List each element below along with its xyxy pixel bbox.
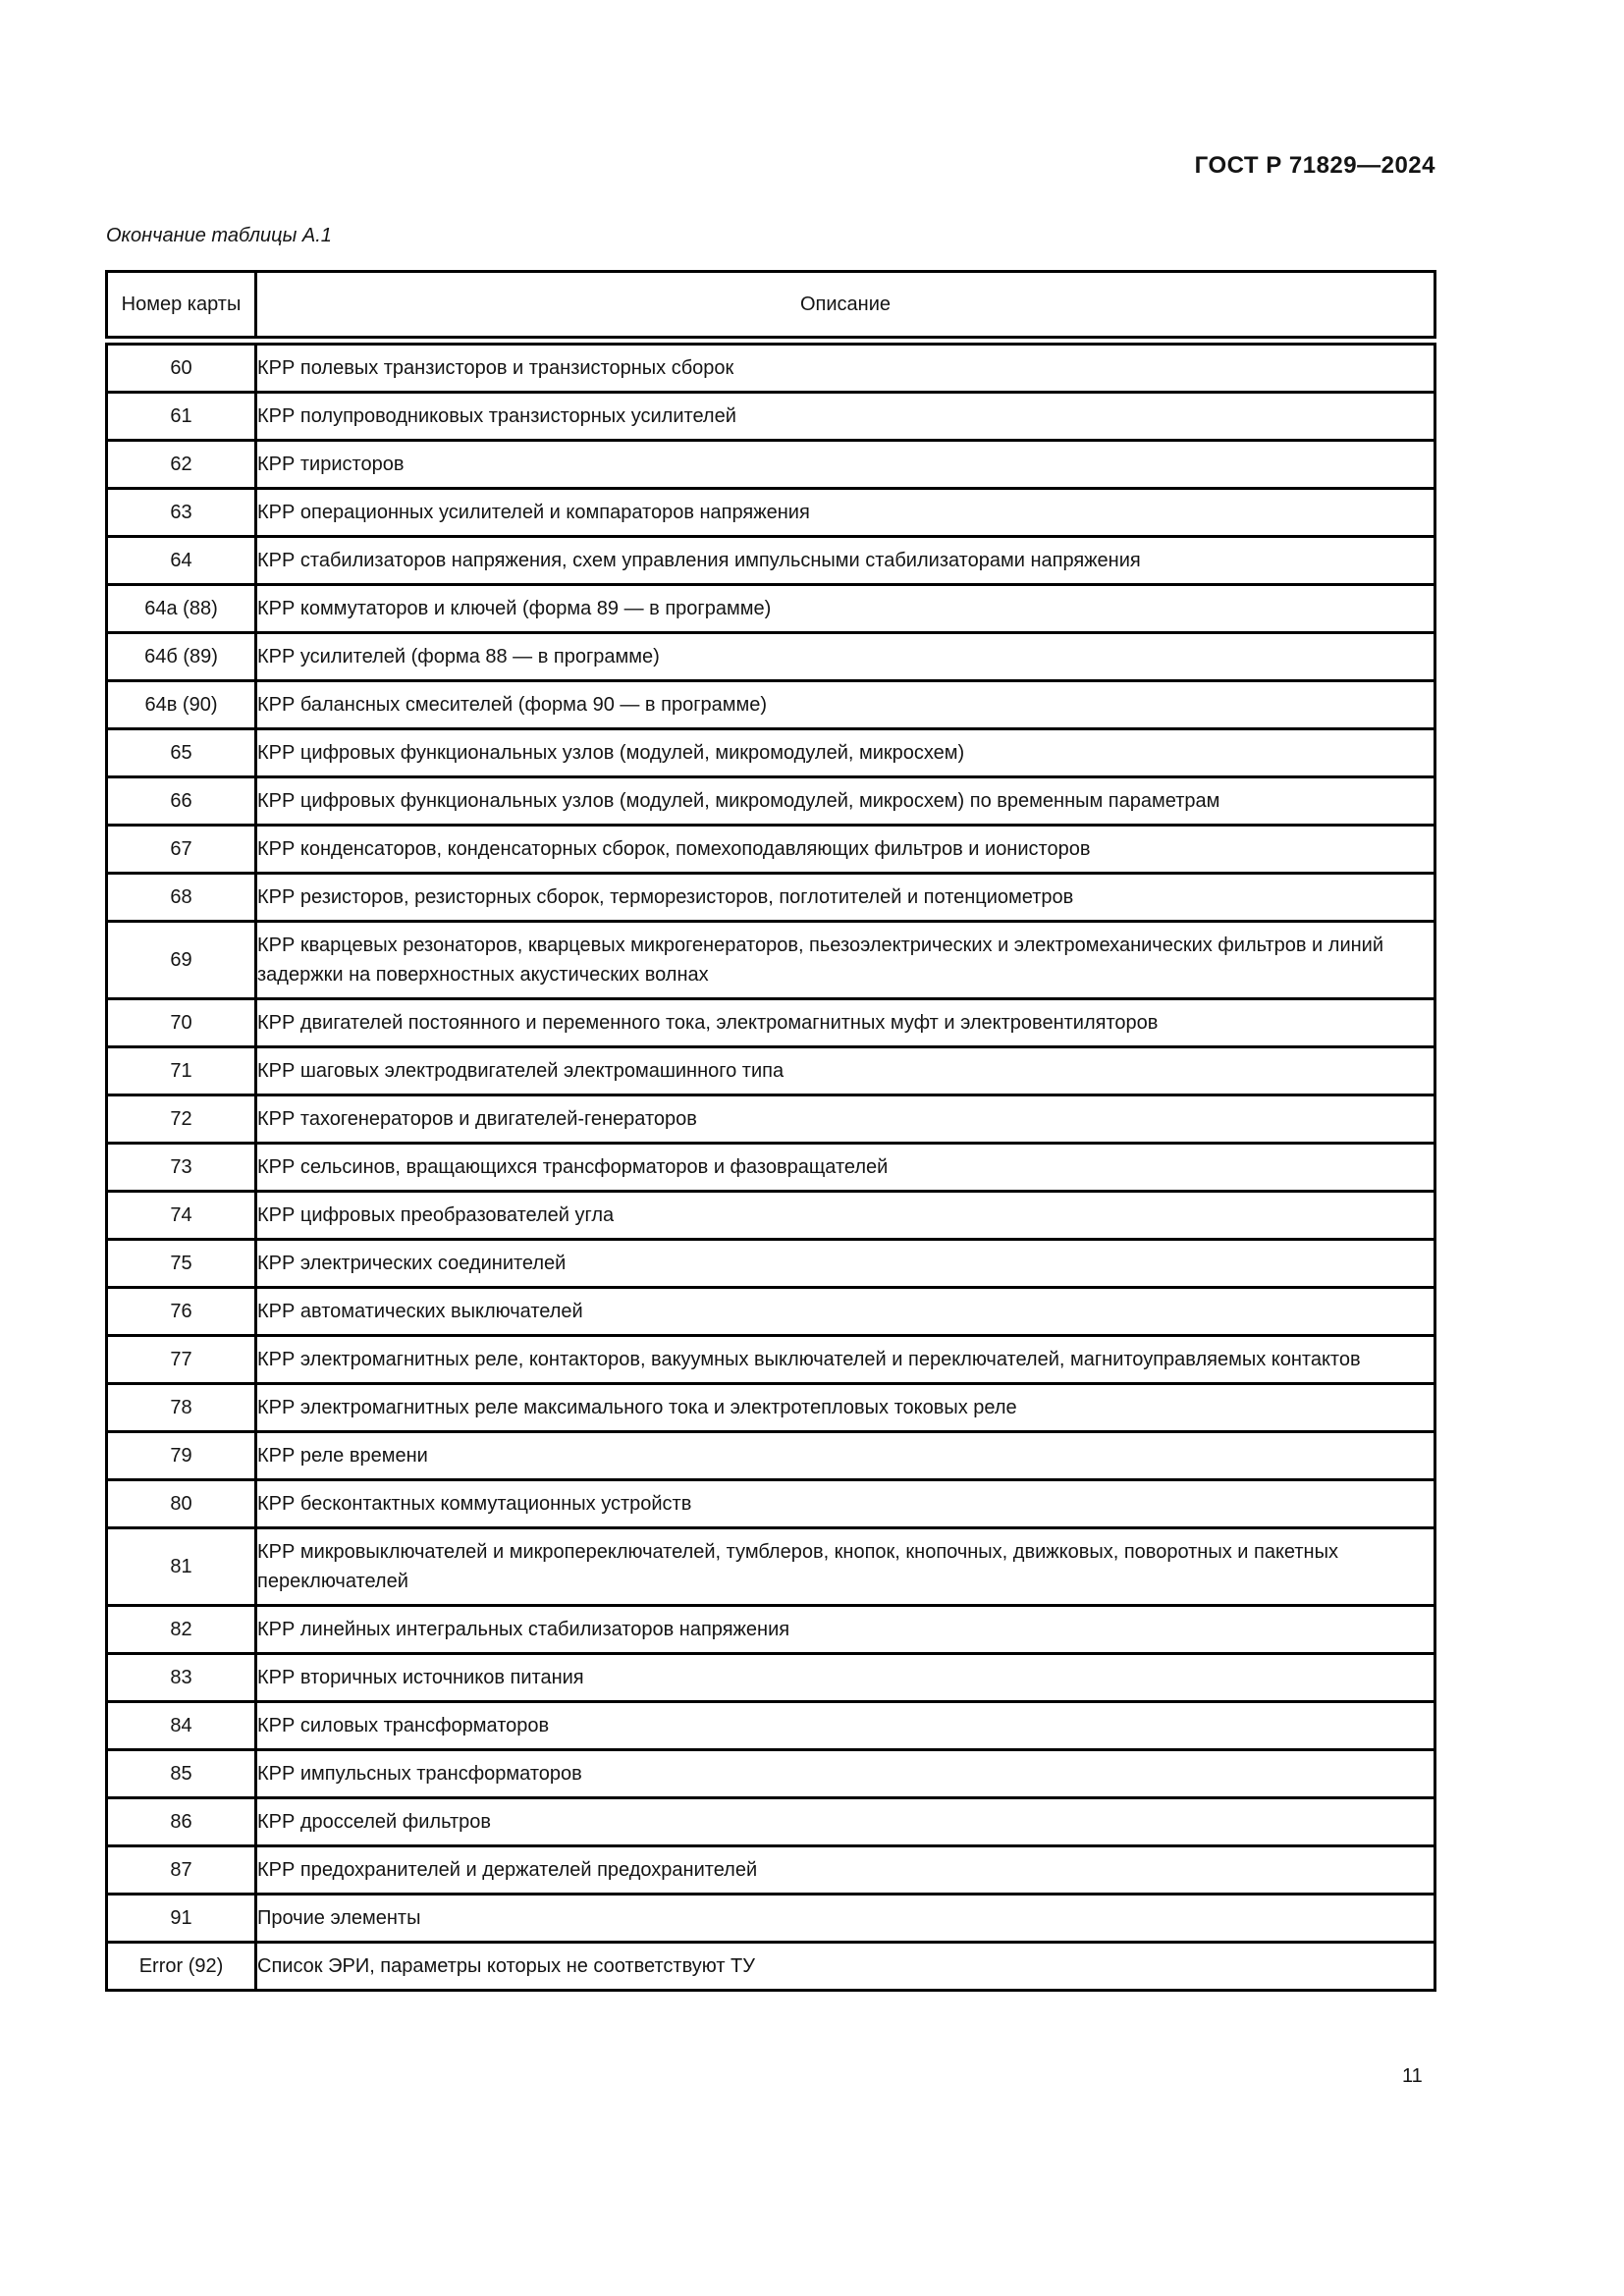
description-cell: КРР тиристоров — [256, 440, 1435, 488]
table-row — [107, 1749, 1435, 1797]
table-caption: Окончание таблицы А.1 — [106, 225, 332, 246]
card-number-cell: 64а (88) — [107, 584, 256, 632]
card-number-cell: 85 — [107, 1749, 256, 1797]
card-number-cell: 75 — [107, 1239, 256, 1287]
card-number-cell: 82 — [107, 1605, 256, 1653]
table-row — [107, 488, 1435, 536]
card-number-cell: 81 — [107, 1527, 256, 1605]
card-number-cell: 64б (89) — [107, 632, 256, 680]
card-number-cell: 67 — [107, 825, 256, 873]
card-number-cell: 78 — [107, 1383, 256, 1431]
card-number-cell: 76 — [107, 1287, 256, 1335]
table-row — [107, 680, 1435, 728]
card-number-cell: 65 — [107, 728, 256, 776]
description-cell: КРР стабилизаторов напряжения, схем управления импульсными стабилизаторами напряжения — [256, 536, 1435, 584]
table-row — [107, 1046, 1435, 1095]
description-cell: Прочие элементы — [256, 1894, 1435, 1942]
description-cell: КРР электромагнитных реле, контакторов, вакуумных выключателей и переключателей, магнитоуправляемых контактов — [256, 1335, 1435, 1383]
description-cell: КРР предохранителей и держателей предохранителей — [256, 1845, 1435, 1894]
card-number-cell: 61 — [107, 392, 256, 440]
description-cell: КРР микровыключателей и микропереключателей, тумблеров, кнопок, кнопочных, движковых, поворотных и пакетных переключателей — [256, 1527, 1435, 1605]
card-number-cell: 79 — [107, 1431, 256, 1479]
card-number-cell: 87 — [107, 1845, 256, 1894]
table-row — [107, 341, 1435, 393]
table-row — [107, 1605, 1435, 1653]
table-row — [107, 1845, 1435, 1894]
card-number-cell: 63 — [107, 488, 256, 536]
description-cell: КРР вторичных источников питания — [256, 1653, 1435, 1701]
table-row — [107, 1335, 1435, 1383]
table-row — [107, 1095, 1435, 1143]
card-number-cell: 69 — [107, 921, 256, 998]
description-cell: КРР автоматических выключателей — [256, 1287, 1435, 1335]
description-cell: КРР балансных смесителей (форма 90 — в программе) — [256, 680, 1435, 728]
description-cell: КРР электрических соединителей — [256, 1239, 1435, 1287]
card-number-cell: 84 — [107, 1701, 256, 1749]
card-table — [105, 270, 1436, 1992]
description-cell: КРР коммутаторов и ключей (форма 89 — в программе) — [256, 584, 1435, 632]
doc-code: ГОСТ Р 71829—2024 — [1194, 152, 1435, 179]
description-cell: КРР усилителей (форма 88 — в программе) — [256, 632, 1435, 680]
description-cell: КРР сельсинов, вращающихся трансформаторов и фазовращателей — [256, 1143, 1435, 1191]
description-cell: КРР цифровых преобразователей угла — [256, 1191, 1435, 1239]
table-row — [107, 1942, 1435, 1990]
table-row — [107, 921, 1435, 998]
table-row — [107, 1383, 1435, 1431]
description-cell: КРР реле времени — [256, 1431, 1435, 1479]
description-cell: КРР кварцевых резонаторов, кварцевых микрогенераторов, пьезоэлектрических и электромеханических фильтров и линий задержки на поверхностных акустических волнах — [256, 921, 1435, 998]
card-number-cell: 68 — [107, 873, 256, 921]
description-cell: КРР конденсаторов, конденсаторных сборок, помехоподавляющих фильтров и ионисторов — [256, 825, 1435, 873]
card-number-cell: 64в (90) — [107, 680, 256, 728]
table-row — [107, 1239, 1435, 1287]
description-cell: КРР импульсных трансформаторов — [256, 1749, 1435, 1797]
card-number-cell: Error (92) — [107, 1942, 256, 1990]
table-header-row — [107, 272, 1435, 341]
table-row — [107, 1287, 1435, 1335]
description-cell: КРР тахогенераторов и двигателей-генераторов — [256, 1095, 1435, 1143]
card-number-cell: 66 — [107, 776, 256, 825]
table-row — [107, 825, 1435, 873]
description-cell: КРР цифровых функциональных узлов (модулей, микромодулей, микросхем) по временным параметрам — [256, 776, 1435, 825]
description-cell: КРР полевых транзисторов и транзисторных сборок — [256, 341, 1435, 393]
card-number-cell: 74 — [107, 1191, 256, 1239]
description-cell: КРР линейных интегральных стабилизаторов напряжения — [256, 1605, 1435, 1653]
description-cell: КРР шаговых электродвигателей электромашинного типа — [256, 1046, 1435, 1095]
table-row — [107, 1701, 1435, 1749]
description-cell: КРР резисторов, резисторных сборок, терморезисторов, поглотителей и потенциометров — [256, 873, 1435, 921]
table-row — [107, 440, 1435, 488]
card-number-cell: 83 — [107, 1653, 256, 1701]
table-row — [107, 728, 1435, 776]
card-number-cell: 71 — [107, 1046, 256, 1095]
table-row — [107, 1143, 1435, 1191]
table-row — [107, 1894, 1435, 1942]
description-cell: КРР двигателей постоянного и переменного тока, электромагнитных муфт и электровентиляторов — [256, 998, 1435, 1046]
description-cell: Список ЭРИ, параметры которых не соответствуют ТУ — [256, 1942, 1435, 1990]
description-cell: КРР бесконтактных коммутационных устройств — [256, 1479, 1435, 1527]
table-row — [107, 584, 1435, 632]
description-cell: КРР операционных усилителей и компараторов напряжения — [256, 488, 1435, 536]
page-number: 11 — [1402, 2065, 1423, 2087]
table-row — [107, 1191, 1435, 1239]
description-cell: КРР электромагнитных реле максимального тока и электротепловых токовых реле — [256, 1383, 1435, 1431]
table-row — [107, 873, 1435, 921]
card-number-cell: 77 — [107, 1335, 256, 1383]
description-cell: КРР полупроводниковых транзисторных усилителей — [256, 392, 1435, 440]
column-header-card-number: Номер карты — [107, 272, 256, 341]
card-number-cell: 91 — [107, 1894, 256, 1942]
description-cell: КРР цифровых функциональных узлов (модулей, микромодулей, микросхем) — [256, 728, 1435, 776]
table-body — [107, 341, 1435, 1991]
table-row — [107, 632, 1435, 680]
table-row — [107, 998, 1435, 1046]
column-header-description: Описание — [256, 272, 1435, 341]
card-number-cell: 73 — [107, 1143, 256, 1191]
table-row — [107, 536, 1435, 584]
table-row — [107, 1527, 1435, 1605]
table-row — [107, 1431, 1435, 1479]
description-cell: КРР силовых трансформаторов — [256, 1701, 1435, 1749]
card-number-cell: 62 — [107, 440, 256, 488]
table-row — [107, 1653, 1435, 1701]
description-cell: КРР дросселей фильтров — [256, 1797, 1435, 1845]
table-row — [107, 392, 1435, 440]
card-number-cell: 70 — [107, 998, 256, 1046]
card-number-cell: 60 — [107, 341, 256, 393]
card-number-cell: 72 — [107, 1095, 256, 1143]
card-number-cell: 80 — [107, 1479, 256, 1527]
table-row — [107, 1479, 1435, 1527]
card-number-cell: 64 — [107, 536, 256, 584]
card-number-cell: 86 — [107, 1797, 256, 1845]
table-row — [107, 776, 1435, 825]
table-row — [107, 1797, 1435, 1845]
